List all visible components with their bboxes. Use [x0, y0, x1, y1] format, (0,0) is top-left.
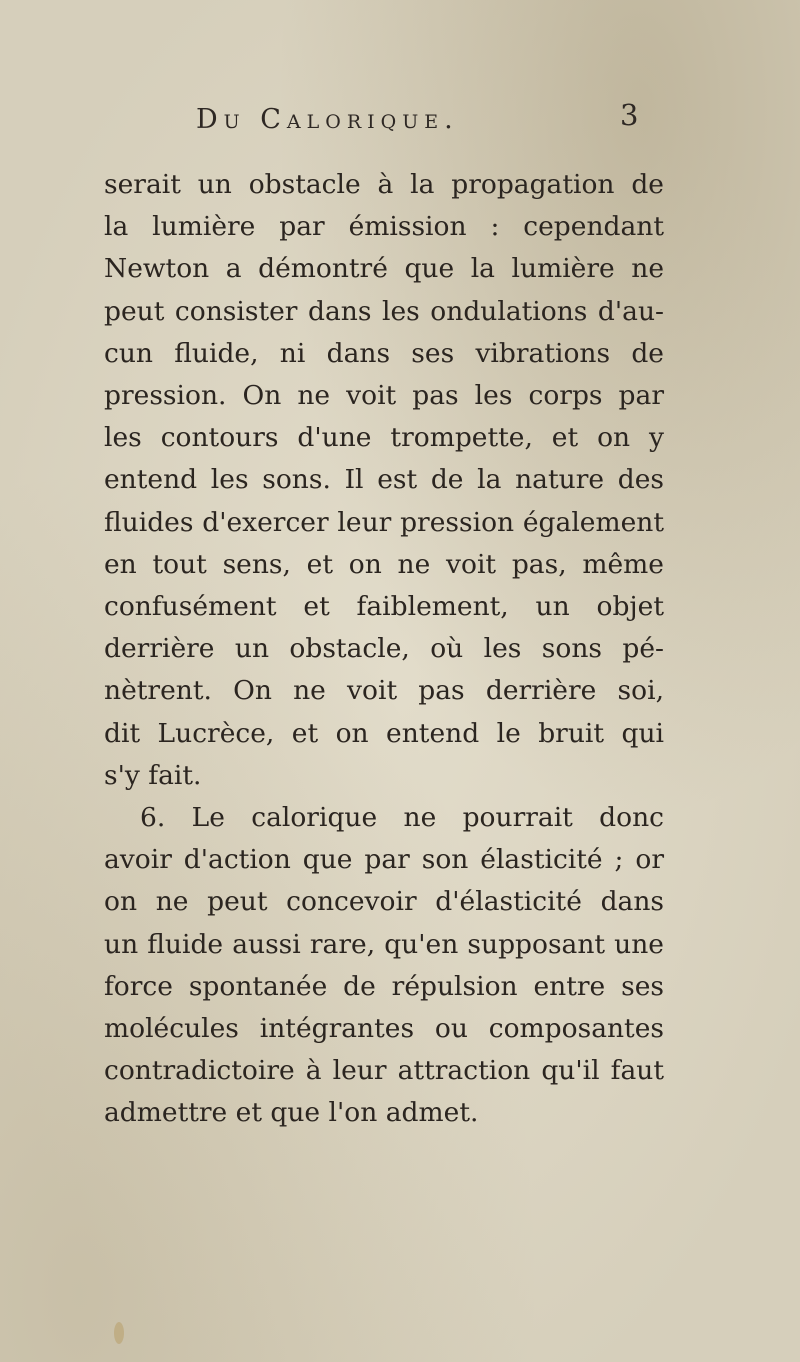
text-line: serait un obstacle à la propagation de [104, 169, 664, 200]
text-line: s'y fait. [104, 759, 202, 791]
page-number: 3 [620, 98, 639, 132]
text-line: admettre et que l'on admet. [104, 1097, 479, 1129]
text-line: entend les sons. Il est de la nature des [104, 464, 664, 496]
text-line: derrière un obstacle, où les sons pé- [104, 633, 664, 665]
text-line: confusément et faiblement, un objet [104, 591, 664, 623]
running-title: Du Calorique. [196, 104, 459, 135]
text-line: pression. On ne voit pas les corps par [104, 380, 664, 412]
text-line: la lumière par émission : cependant [104, 211, 664, 243]
text-line: fluides d'exercer leur pression également [104, 506, 664, 538]
text-line: Newton a démontré que la lumière ne [104, 253, 664, 285]
text-line: peut consister dans les ondulations d'au- [104, 295, 664, 327]
text-line: molécules intégrantes ou composantes [104, 1013, 664, 1045]
text-line: cun fluide, ni dans ses vibrations de [104, 337, 664, 369]
text-line: en tout sens, et on ne voit pas, même [104, 548, 664, 580]
paragraph-start-line: 6. Le calorique ne pourrait donc [140, 802, 664, 834]
text-line: un fluide aussi rare, qu'en supposant une [104, 928, 664, 960]
text-line: on ne peut concevoir d'élasticité dans [104, 886, 664, 918]
body-text [104, 164, 664, 1135]
text-line: dit Lucrèce, et on entend le bruit qui [104, 717, 664, 749]
text-line: force spontanée de répulsion entre ses [104, 970, 664, 1002]
text-line: avoir d'action que par son élasticité ; or [104, 844, 664, 876]
text-line: nètrent. On ne voit pas derrière soi, [104, 675, 664, 707]
text-line: contradictoire à leur attraction qu'il faut [104, 1055, 664, 1087]
paper-stain [114, 1322, 124, 1344]
text-line: les contours d'une trompette, et on y [104, 422, 664, 454]
page-header [0, 98, 800, 148]
